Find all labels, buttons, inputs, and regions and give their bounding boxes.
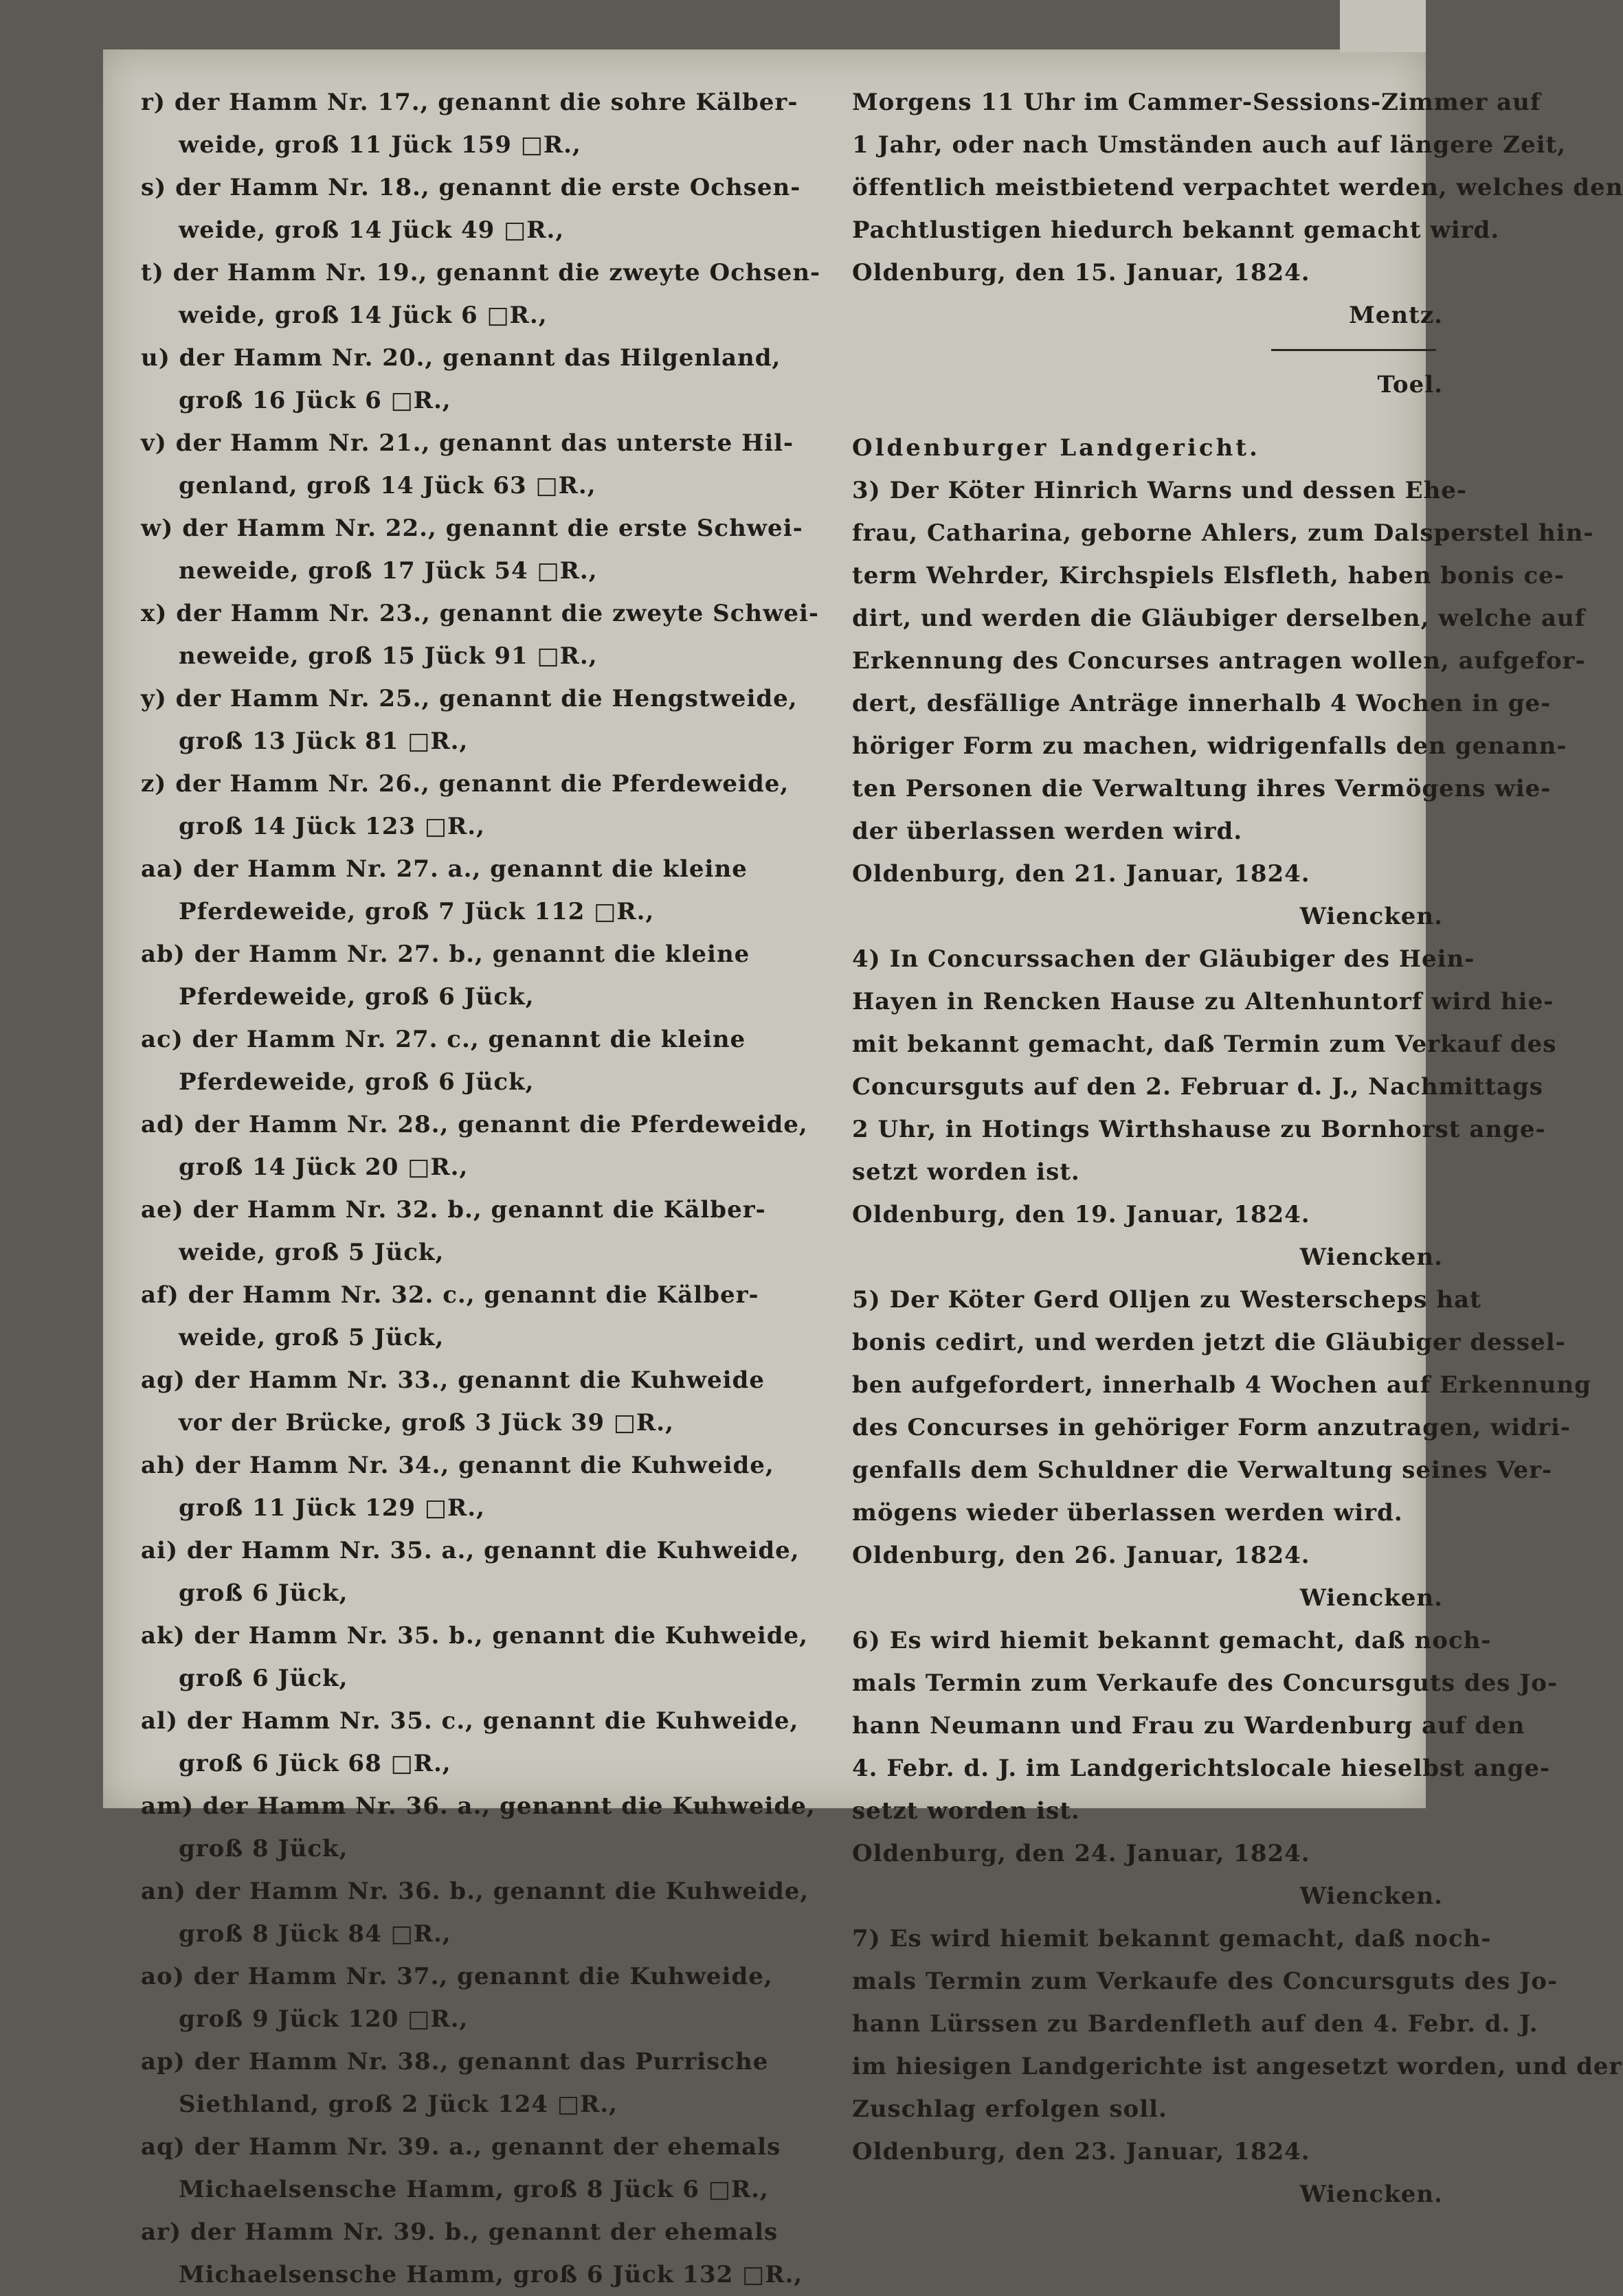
text-line: 4. Febr. d. J. im Landgerichtslocale hieselbst ange- xyxy=(852,1755,1551,1782)
text-line: groß 9 Jück 120 □R., xyxy=(179,2005,469,2033)
text-line: y) der Hamm Nr. 25., genannt die Hengstweide, xyxy=(141,685,798,712)
right-column xyxy=(852,81,1623,2216)
text-line: bonis cedirt, und werden jetzt die Gläubiger dessel- xyxy=(852,1329,1566,1356)
text-line: s) der Hamm Nr. 18., genannt die erste Ochsen- xyxy=(141,174,801,201)
text-line: setzt worden ist. xyxy=(852,1797,1080,1825)
text-line: hann Neumann und Frau zu Wardenburg auf den xyxy=(852,1712,1525,1740)
text-line: groß 14 Jück 20 □R., xyxy=(179,1153,469,1181)
text-line: 5) Der Köter Gerd Olljen zu Westerscheps hat xyxy=(852,1286,1481,1314)
text-line: weide, groß 5 Jück, xyxy=(179,1239,445,1266)
text-line: ap) der Hamm Nr. 38., genannt das Purrische xyxy=(141,2048,769,2075)
signature: Mentz. xyxy=(1349,302,1443,329)
text-line: ah) der Hamm Nr. 34., genannt die Kuhweide, xyxy=(141,1452,774,1479)
text-line: term Wehrder, Kirchspiels Elsfleth, haben bonis ce- xyxy=(852,562,1565,589)
text-line: groß 8 Jück, xyxy=(179,1835,348,1862)
text-line: groß 11 Jück 129 □R., xyxy=(179,1494,485,1522)
text-line: u) der Hamm Nr. 20., genannt das Hilgenland, xyxy=(141,344,781,372)
text-line: aa) der Hamm Nr. 27. a., genannt die kleine xyxy=(141,855,748,883)
text-line: höriger Form zu machen, widrigenfalls den genann- xyxy=(852,732,1567,760)
text-line: al) der Hamm Nr. 35. c., genannt die Kuhweide, xyxy=(141,1707,799,1735)
text-line: Zuschlag erfolgen soll. xyxy=(852,2095,1167,2123)
text-line: Erkennung des Concurses antragen wollen, aufgefor- xyxy=(852,647,1586,675)
text-line: neweide, groß 15 Jück 91 □R., xyxy=(179,642,598,670)
text-line: ao) der Hamm Nr. 37., genannt die Kuhweide, xyxy=(141,1963,773,1990)
text-line: ai) der Hamm Nr. 35. a., genannt die Kuhweide, xyxy=(141,1537,800,1564)
page-tab xyxy=(1340,0,1426,52)
text-line: weide, groß 11 Jück 159 □R., xyxy=(179,131,581,159)
text-line: 4) In Concurssachen der Gläubiger des Hein- xyxy=(852,945,1475,973)
text-line: Pferdeweide, groß 6 Jück, xyxy=(179,1068,535,1096)
text-line: z) der Hamm Nr. 26., genannt die Pferdeweide, xyxy=(141,770,790,798)
text-line: Siethland, groß 2 Jück 124 □R., xyxy=(179,2091,618,2118)
text-line: an) der Hamm Nr. 36. b., genannt die Kuhweide, xyxy=(141,1878,809,1905)
text-line: am) der Hamm Nr. 36. a., genannt die Kuhweide, xyxy=(141,1792,816,1820)
text-line: mals Termin zum Verkaufe des Concursguts des Jo- xyxy=(852,1968,1558,1995)
left-column xyxy=(141,81,859,2296)
text-line: frau, Catharina, geborne Ahlers, zum Dalsperstel hin- xyxy=(852,519,1594,547)
text-line: mögens wieder überlassen werden wird. xyxy=(852,1499,1403,1527)
text-line: groß 8 Jück 84 □R., xyxy=(179,1920,451,1948)
signature: Wiencken. xyxy=(1299,2181,1443,2208)
signature: Wiencken. xyxy=(1299,1882,1443,1910)
text-line: groß 6 Jück 68 □R., xyxy=(179,1750,451,1777)
text-line: groß 6 Jück, xyxy=(179,1665,348,1692)
text-line: im hiesigen Landgerichte ist angesetzt worden, und der xyxy=(852,2053,1622,2080)
text-line: ac) der Hamm Nr. 27. c., genannt die kleine xyxy=(141,1026,746,1053)
signature: Wiencken. xyxy=(1299,903,1443,930)
text-line: Pferdeweide, groß 7 Jück 112 □R., xyxy=(179,898,655,925)
text-line: der überlassen werden wird. xyxy=(852,818,1243,845)
text-line: dirt, und werden die Gläubiger derselben, welche auf xyxy=(852,605,1586,632)
text-line: genfalls dem Schuldner die Verwaltung seines Ver- xyxy=(852,1456,1553,1484)
signature: Wiencken. xyxy=(1299,1584,1443,1612)
text-line: hann Lürssen zu Bardenfleth auf den 4. Febr. d. J. xyxy=(852,2010,1538,2038)
text-line: mit bekannt gemacht, daß Termin zum Verkauf des xyxy=(852,1031,1557,1058)
text-line: ak) der Hamm Nr. 35. b., genannt die Kuhweide, xyxy=(141,1622,809,1650)
text-line: w) der Hamm Nr. 22., genannt die erste Schwei- xyxy=(141,515,803,542)
text-line: ab) der Hamm Nr. 27. b., genannt die kleine xyxy=(141,941,750,968)
text-line: Concursguts auf den 2. Februar d. J., Nachmittags xyxy=(852,1073,1543,1101)
text-line: genland, groß 14 Jück 63 □R., xyxy=(179,472,596,499)
text-line: groß 6 Jück, xyxy=(179,1579,348,1607)
text-line: Michaelsensche Hamm, groß 8 Jück 6 □R., xyxy=(179,2176,769,2203)
text-line: af) der Hamm Nr. 32. c., genannt die Kälber- xyxy=(141,1281,759,1309)
text-line: Oldenburg, den 19. Januar, 1824. xyxy=(852,1201,1310,1228)
text-line: neweide, groß 17 Jück 54 □R., xyxy=(179,557,598,585)
text-line: groß 14 Jück 123 □R., xyxy=(179,813,485,840)
text-line: Pachtlustigen hiedurch bekannt gemacht wird. xyxy=(852,216,1500,244)
text-line: Morgens 11 Uhr im Cammer-Sessions-Zimmer auf xyxy=(852,89,1541,116)
signature: Toel. xyxy=(1377,371,1443,398)
text-line: dert, desfällige Anträge innerhalb 4 Wochen in ge- xyxy=(852,690,1552,717)
text-line: Oldenburg, den 23. Januar, 1824. xyxy=(852,2138,1310,2165)
divider xyxy=(1271,349,1436,351)
text-line: groß 16 Jück 6 □R., xyxy=(179,387,451,414)
text-line: ag) der Hamm Nr. 33., genannt die Kuhweide xyxy=(141,1366,765,1394)
text-line: mals Termin zum Verkaufe des Concursguts des Jo- xyxy=(852,1669,1558,1697)
text-line: ben aufgefordert, innerhalb 4 Wochen auf Erkennung xyxy=(852,1371,1591,1399)
text-line: x) der Hamm Nr. 23., genannt die zweyte Schwei- xyxy=(141,600,819,627)
text-line: r) der Hamm Nr. 17., genannt die sohre Kälber- xyxy=(141,89,798,116)
text-line: ten Personen die Verwaltung ihres Vermögens wie- xyxy=(852,775,1552,802)
text-line: weide, groß 14 Jück 49 □R., xyxy=(179,216,565,244)
text-line: Oldenburg, den 24. Januar, 1824. xyxy=(852,1840,1310,1867)
text-line: setzt worden ist. xyxy=(852,1158,1080,1186)
text-line: weide, groß 5 Jück, xyxy=(179,1324,445,1351)
text-line: Michaelsensche Hamm, groß 6 Jück 132 □R., xyxy=(179,2261,803,2288)
text-line: Oldenburg, den 15. Januar, 1824. xyxy=(852,259,1310,286)
text-line: ar) der Hamm Nr. 39. b., genannt der ehemals xyxy=(141,2218,779,2246)
text-line: Oldenburg, den 21. Januar, 1824. xyxy=(852,860,1310,888)
text-line: groß 13 Jück 81 □R., xyxy=(179,728,469,755)
text-line: ad) der Hamm Nr. 28., genannt die Pferdeweide, xyxy=(141,1111,808,1138)
text-line: Oldenburg, den 26. Januar, 1824. xyxy=(852,1542,1310,1569)
text-line: 6) Es wird hiemit bekannt gemacht, daß noch- xyxy=(852,1627,1492,1654)
text-line: 1 Jahr, oder nach Umständen auch auf längere Zeit, xyxy=(852,131,1567,159)
text-line: Hayen in Rencken Hause zu Altenhuntorf wird hie- xyxy=(852,988,1554,1015)
text-line: öffentlich meistbietend verpachtet werden, welches den xyxy=(852,174,1623,201)
signature: Wiencken. xyxy=(1299,1243,1443,1271)
section-heading: Oldenburger Landgericht. xyxy=(852,434,1260,462)
text-line: ae) der Hamm Nr. 32. b., genannt die Kälber- xyxy=(141,1196,766,1224)
text-line: 2 Uhr, in Hotings Wirthshause zu Bornhorst ange- xyxy=(852,1116,1546,1143)
text-line: v) der Hamm Nr. 21., genannt das unterste Hil- xyxy=(141,429,794,457)
text-line: 3) Der Köter Hinrich Warns und dessen Ehe- xyxy=(852,477,1468,504)
text-line: des Concurses in gehöriger Form anzutragen, widri- xyxy=(852,1414,1571,1441)
text-line: vor der Brücke, groß 3 Jück 39 □R., xyxy=(179,1409,674,1437)
text-line: Pferdeweide, groß 6 Jück, xyxy=(179,983,535,1011)
text-line: aq) der Hamm Nr. 39. a., genannt der ehemals xyxy=(141,2133,781,2161)
text-line: 7) Es wird hiemit bekannt gemacht, daß noch- xyxy=(852,1925,1492,1952)
text-line: t) der Hamm Nr. 19., genannt die zweyte Ochsen- xyxy=(141,259,821,286)
text-line: weide, groß 14 Jück 6 □R., xyxy=(179,302,548,329)
